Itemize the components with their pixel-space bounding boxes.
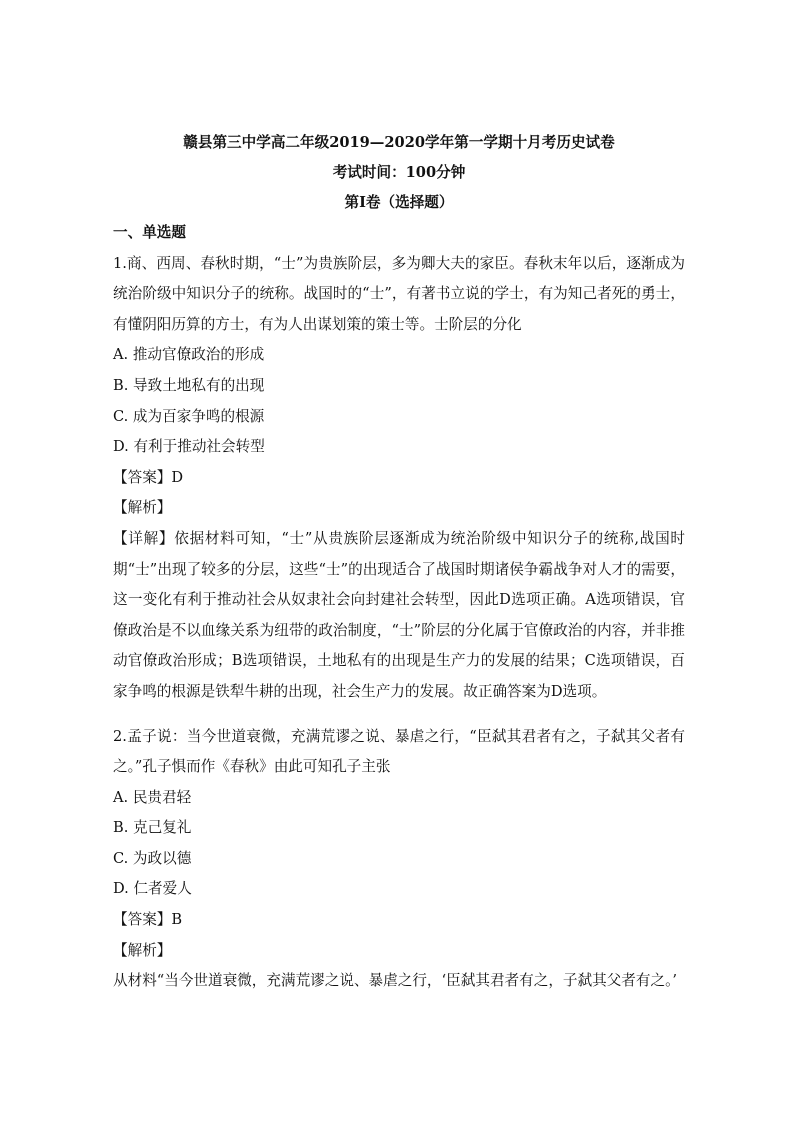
spacer bbox=[113, 708, 685, 722]
question-1-option-c: C. 成为百家争鸣的根源 bbox=[113, 407, 265, 425]
question-1-detail: 【详解】依据材料可知，“士”从贵族阶层逐渐成为统治阶级中知识分子的统称,战国时期“士”出现了较多的分层，这些“士”的出现适合了战国时期诸侯争霸战争对人才的需要，这一变化有利于推动社会从奴隶社会向封建社会转型，因此D选项正确。A选项错误，官僚政治是不以血缘关系为纽带的政治制度，“士”阶层的分化属于官僚政治的内容，并非推动官僚政治形成；B选项错误，土地私有的出现是生产力的发展的结果；C选项错误，百家争鸣的根源是铁犁牛耕的出现，社会生产力的发展。故正确答案为D选项。 bbox=[113, 529, 685, 700]
question-2-option-d: D. 仁者爱人 bbox=[113, 880, 192, 898]
question-1-option-d: D. 有利于推动社会转型 bbox=[113, 438, 265, 456]
question-2-option-c: C. 为政以德 bbox=[113, 849, 192, 867]
question-1-option-a: A. 推动官僚政治的形成 bbox=[113, 346, 265, 364]
question-1-answer: 【答案】D bbox=[113, 468, 184, 486]
exam-time: 考试时间：100分钟 bbox=[332, 164, 466, 181]
question-1-stem: 1.商、西周、春秋时期，“士”为贵族阶层，多为卿大夫的家臣。春秋末年以后，逐渐成为统治阶级中知识分子的统称。战国时的“士”，有著书立说的学士，有为知己者死的勇士，有懂阴阳历算的方士，有为人出谋划策的策士等。士阶层的分化 bbox=[113, 254, 685, 333]
question-2-analysis-label: 【解析】 bbox=[113, 941, 172, 959]
question-2-answer: 【答案】B bbox=[113, 911, 183, 929]
question-2-detail: 从材料“当今世道衰微，充满荒谬之说、暴虐之行，‘臣弑其君者有之，子弑其父者有之。’ bbox=[113, 972, 678, 990]
page-content bbox=[113, 128, 685, 997]
question-2-option-a: A. 民贵君轻 bbox=[113, 788, 192, 806]
question-1-option-b: B. 导致土地私有的出现 bbox=[113, 376, 265, 394]
exam-title: 赣县第三中学高二年级2019—2020学年第一学期十月考历史试卷 bbox=[183, 134, 615, 151]
question-1-analysis-label: 【解析】 bbox=[113, 499, 172, 517]
question-2-stem: 2.孟子说：当今世道衰微，充满荒谬之说、暴虐之行，“臣弑其君者有之，子弑其父者有之。”孔子惧而作《春秋》由此可知孔子主张 bbox=[113, 727, 685, 776]
section-heading: 一、单选题 bbox=[113, 224, 186, 241]
question-2-option-b: B. 克己复礼 bbox=[113, 819, 192, 837]
volume-title: 第Ⅰ卷（选择题） bbox=[344, 194, 454, 211]
